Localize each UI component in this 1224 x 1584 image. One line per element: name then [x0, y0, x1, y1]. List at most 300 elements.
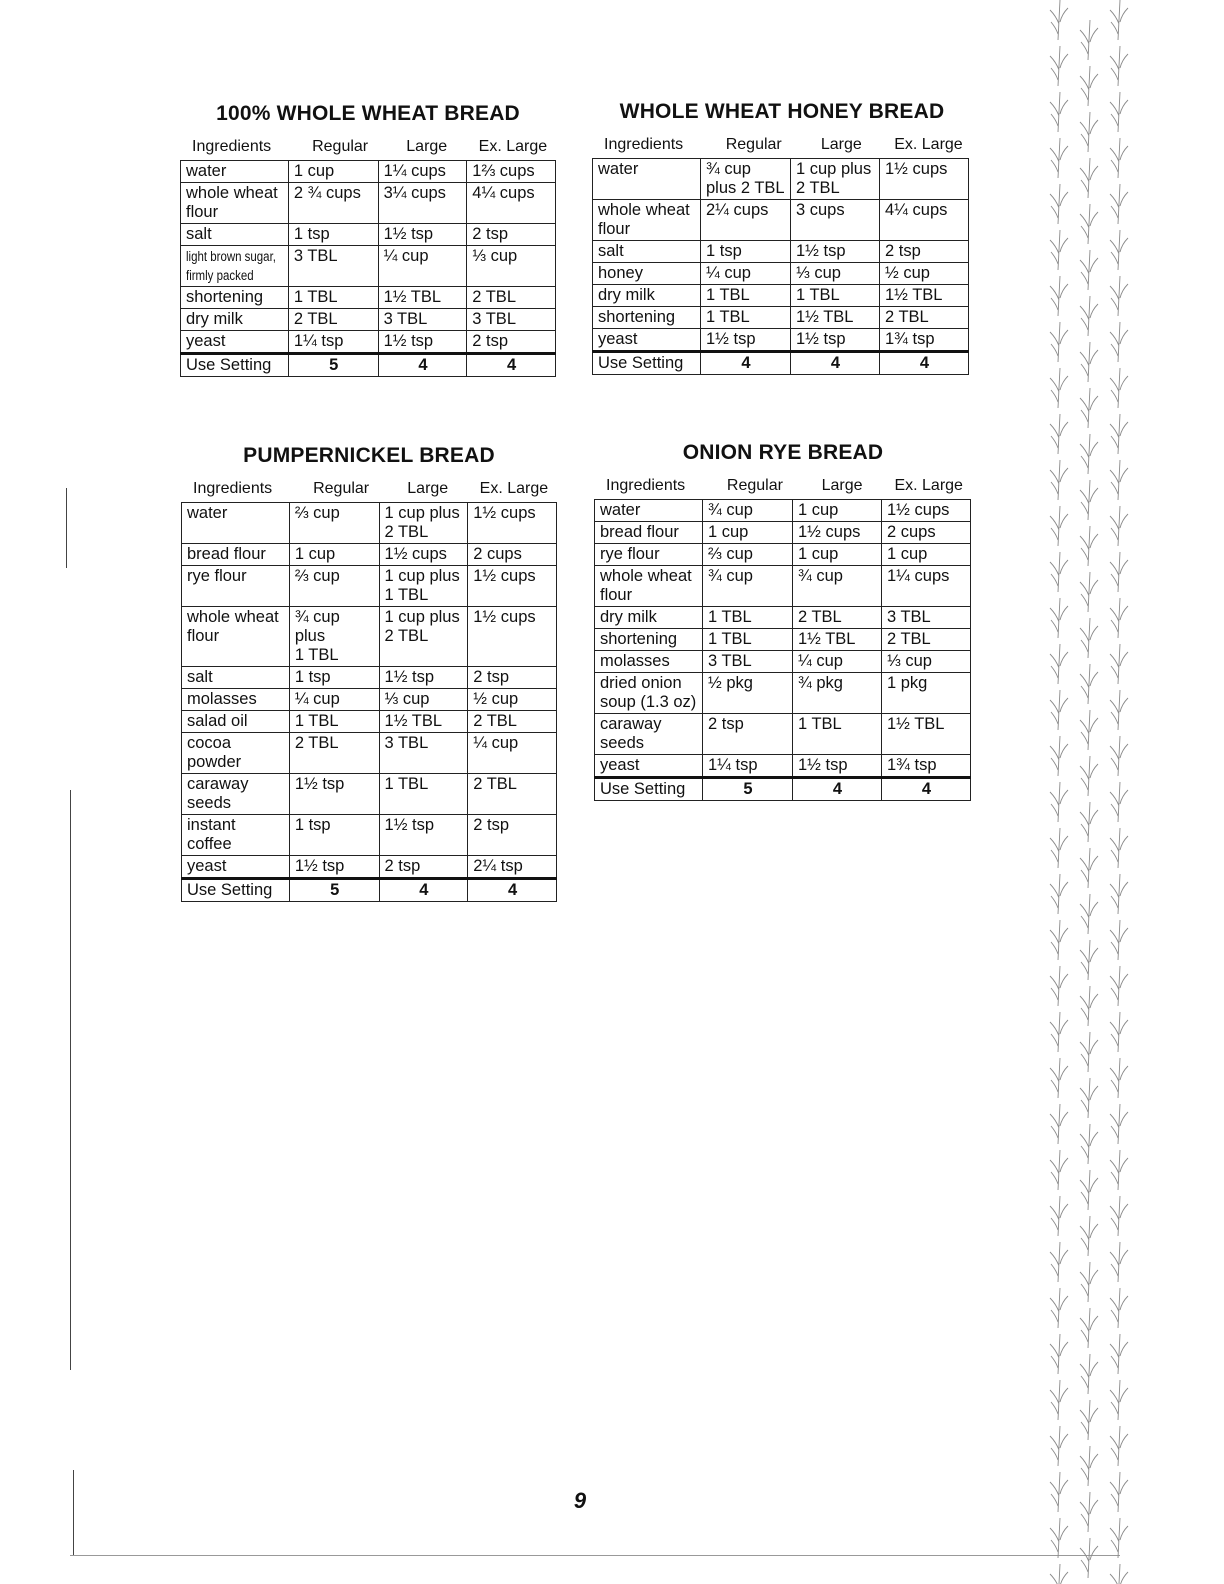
ingredients-table	[181, 502, 557, 902]
ingredient-cell: salt	[181, 224, 289, 246]
amount-cell: 1¼ cups	[882, 566, 971, 607]
table-row	[181, 331, 556, 354]
wheat-stalk-icon	[1050, 598, 1068, 638]
amount-cell: 1 cup plus 2 TBL	[379, 607, 468, 667]
wheat-stalk-icon	[1080, 1032, 1098, 1072]
wheat-stalk-icon	[1050, 414, 1068, 454]
amount-cell: ¼ cup	[701, 263, 791, 285]
wheat-stalk-icon	[1080, 480, 1098, 520]
ingredient-cell: salt	[182, 667, 290, 689]
wheat-stalk-icon	[1110, 1472, 1128, 1512]
table-row	[593, 285, 969, 307]
wheat-stalk-icon	[1050, 460, 1068, 500]
amount-cell: 4¼ cups	[467, 183, 556, 224]
wheat-stalk-icon	[1050, 1242, 1068, 1282]
amount-cell: 3 TBL	[882, 607, 971, 629]
amount-cell: 2 TBL	[468, 711, 557, 733]
table-row	[595, 651, 971, 673]
table-row	[593, 329, 969, 352]
amount-cell: ⅔ cup	[289, 566, 379, 607]
table-row	[181, 161, 556, 183]
wheat-stalk-icon	[1050, 736, 1068, 776]
ingredient-cell: yeast	[181, 331, 289, 354]
amount-cell: 3 TBL	[288, 246, 378, 287]
amount-cell: 1 TBL	[703, 607, 793, 629]
wheat-stalk-icon	[1080, 296, 1098, 336]
setting-value: 4	[701, 352, 791, 375]
wheat-stalk-icon	[1050, 920, 1068, 960]
ingredient-cell: dry milk	[181, 309, 289, 331]
setting-value: 4	[378, 354, 467, 377]
table-row	[181, 183, 556, 224]
amount-cell: 2 cups	[468, 544, 557, 566]
amount-cell: 1½ cups	[379, 544, 468, 566]
amount-cell: 1½ cups	[880, 159, 969, 200]
ingredient-cell: instant coffee	[182, 815, 290, 856]
amount-cell: 1 TBL	[701, 285, 791, 307]
wheat-stalk-icon	[1110, 598, 1128, 638]
ingredients-table	[592, 158, 969, 375]
amount-cell: 1½ cups	[882, 500, 971, 522]
wheat-stalk-icon	[1110, 92, 1128, 132]
wheat-stalk-icon	[1050, 874, 1068, 914]
amount-cell: 2 tsp	[467, 331, 556, 354]
bottom-rule	[70, 1555, 1120, 1556]
amount-cell: 2 tsp	[468, 667, 557, 689]
ingredient-label: light brown sugar, firmly packed	[186, 249, 276, 283]
amount-cell: 1½ tsp	[379, 667, 468, 689]
wheat-stalk-icon	[1050, 184, 1068, 224]
wheat-stalk-icon	[1050, 1058, 1068, 1098]
wheat-stalk-icon	[1050, 0, 1068, 40]
ingredient-cell: rye flour	[595, 544, 703, 566]
wheat-stalk-icon	[1080, 66, 1098, 106]
table-row	[595, 566, 971, 607]
wheat-stalk-icon	[1080, 250, 1098, 290]
column-header: Large	[406, 138, 448, 155]
amount-cell: 1 TBL	[379, 774, 468, 815]
wheat-stalk-icon	[1110, 1196, 1128, 1236]
wheat-stalk-icon	[1050, 782, 1068, 822]
table-row	[182, 689, 557, 711]
table-row	[595, 714, 971, 755]
ingredient-cell: rye flour	[182, 566, 290, 607]
wheat-stalk-icon	[1110, 460, 1128, 500]
ingredient-cell: whole wheat flour	[595, 566, 703, 607]
amount-cell: ¼ cup	[289, 689, 379, 711]
wheat-stalk-icon	[1080, 572, 1098, 612]
wheat-stalk-icon	[1050, 322, 1068, 362]
column-header: Ex. Large	[894, 136, 963, 153]
page-number: 9	[573, 1488, 587, 1513]
amount-cell: 1 cup plus 2 TBL	[379, 503, 468, 544]
wheat-stalk-icon	[1050, 506, 1068, 546]
table-row	[595, 755, 971, 778]
amount-cell: ¼ cup	[793, 651, 882, 673]
ingredient-cell: yeast	[595, 755, 703, 778]
setting-value: 5	[703, 778, 793, 801]
amount-cell: 1 TBL	[703, 629, 793, 651]
ingredient-cell: honey	[593, 263, 701, 285]
use-setting-row	[595, 778, 971, 801]
ingredient-cell: shortening	[181, 287, 289, 309]
recipe-whole-wheat	[180, 102, 556, 377]
amount-cell: 1 TBL	[791, 285, 880, 307]
wheat-stalk-icon	[1110, 644, 1128, 684]
wheat-stalk-icon	[1050, 1012, 1068, 1052]
amount-cell: 1½ tsp	[379, 815, 468, 856]
ingredient-cell: water	[182, 503, 290, 544]
wheat-stalk-icon	[1080, 1124, 1098, 1164]
amount-cell: 2 tsp	[703, 714, 793, 755]
recipe-title: 100% WHOLE WHEAT BREAD	[216, 102, 520, 125]
amount-cell: 2 tsp	[379, 856, 468, 879]
wheat-stalk-icon	[1110, 414, 1128, 454]
amount-cell: 1½ tsp	[791, 241, 880, 263]
setting-label: Use Setting	[181, 354, 289, 377]
amount-cell: ½ cup	[880, 263, 969, 285]
table-row	[182, 711, 557, 733]
wheat-stalk-icon	[1080, 1170, 1098, 1210]
wheat-stalk-icon	[1110, 690, 1128, 730]
wheat-stalk-icon	[1050, 1196, 1068, 1236]
ingredient-cell: shortening	[593, 307, 701, 329]
wheat-stalk-icon	[1080, 20, 1098, 60]
table-row	[595, 544, 971, 566]
wheat-stalk-icon	[1080, 848, 1098, 888]
amount-cell: ⅓ cup	[467, 246, 556, 287]
amount-cell: ½ pkg	[703, 673, 793, 714]
column-header: Ingredients	[604, 136, 684, 153]
table-row	[595, 673, 971, 714]
amount-cell: 1½ TBL	[880, 285, 969, 307]
amount-cell: 2 TBL	[289, 733, 379, 774]
amount-cell: 1½ TBL	[793, 629, 882, 651]
amount-cell: 1 cup	[882, 544, 971, 566]
wheat-stalk-icon	[1110, 322, 1128, 362]
table-row	[182, 815, 557, 856]
wheat-stalk-icon	[1110, 1242, 1128, 1282]
amount-cell: 1 TBL	[289, 711, 379, 733]
wheat-stalk-icon	[1050, 1150, 1068, 1190]
amount-cell: 1½ tsp	[793, 755, 882, 778]
wheat-stalk-icon	[1080, 388, 1098, 428]
column-headers	[592, 136, 972, 154]
ingredient-cell: yeast	[182, 856, 290, 879]
wheat-stalk-icon	[1110, 138, 1128, 178]
use-setting-row	[593, 352, 969, 375]
use-setting-row	[182, 879, 557, 902]
setting-value: 4	[791, 352, 880, 375]
recipe-title: WHOLE WHEAT HONEY BREAD	[619, 100, 945, 123]
amount-cell: 2¼ cups	[701, 200, 791, 241]
ingredient-cell: water	[593, 159, 701, 200]
amount-cell: 1 TBL	[701, 307, 791, 329]
wheat-stalk-icon	[1050, 1104, 1068, 1144]
amount-cell: 2¼ tsp	[468, 856, 557, 879]
wheat-stalk-icon	[1110, 230, 1128, 270]
table-row	[181, 224, 556, 246]
amount-cell: 1½ tsp	[378, 331, 467, 354]
amount-cell: 2 TBL	[793, 607, 882, 629]
wheat-stalk-icon	[1080, 1308, 1098, 1348]
wheat-stalk-icon	[1080, 1538, 1098, 1578]
amount-cell: ¾ cup plus 2 TBL	[701, 159, 791, 200]
amount-cell: 1 tsp	[289, 667, 379, 689]
amount-cell: 1½ cups	[468, 503, 557, 544]
setting-value: 4	[880, 352, 969, 375]
wheat-stalk-icon	[1050, 138, 1068, 178]
wheat-stalk-icon	[1110, 1334, 1128, 1374]
setting-label: Use Setting	[595, 778, 703, 801]
amount-cell: 2 TBL	[882, 629, 971, 651]
amount-cell: ⅔ cup	[703, 544, 793, 566]
wheat-stalk-icon	[1050, 1518, 1068, 1558]
wheat-stalk-icon	[1050, 1564, 1068, 1584]
amount-cell: 2 TBL	[880, 307, 969, 329]
wheat-stalk-icon	[1080, 664, 1098, 704]
amount-cell: ⅓ cup	[791, 263, 880, 285]
amount-cell: 3 TBL	[378, 309, 467, 331]
wheat-stalk-icon	[1080, 1216, 1098, 1256]
amount-cell: 2 tsp	[880, 241, 969, 263]
column-headers	[181, 480, 557, 498]
recipe-title: PUMPERNICKEL BREAD	[243, 444, 495, 467]
setting-value: 4	[468, 879, 557, 902]
table-row	[181, 246, 556, 287]
ingredient-cell: caraway seeds	[595, 714, 703, 755]
amount-cell: ¼ cup	[468, 733, 557, 774]
amount-cell: 1½ cups	[468, 566, 557, 607]
table-row	[182, 544, 557, 566]
wheat-stalk-icon	[1080, 894, 1098, 934]
wheat-stalk-icon	[1080, 710, 1098, 750]
amount-cell: 3 TBL	[703, 651, 793, 673]
wheat-stalk-icon	[1110, 1150, 1128, 1190]
amount-cell: 1⅔ cups	[467, 161, 556, 183]
wheat-stalk-icon	[1110, 1104, 1128, 1144]
amount-cell: 1 TBL	[793, 714, 882, 755]
table-row	[182, 667, 557, 689]
wheat-stalk-icon	[1110, 184, 1128, 224]
table-row	[593, 241, 969, 263]
setting-value: 4	[467, 354, 556, 377]
ingredient-cell: salt	[593, 241, 701, 263]
amount-cell: 2 TBL	[467, 287, 556, 309]
amount-cell: 1½ cups	[468, 607, 557, 667]
amount-cell: 3 cups	[791, 200, 880, 241]
column-headers	[594, 477, 972, 495]
ingredient-cell: dried onion soup (1.3 oz)	[595, 673, 703, 714]
recipe-title: ONION RYE BREAD	[682, 441, 884, 464]
column-header: Large	[820, 136, 862, 153]
amount-cell: 1 tsp	[289, 815, 379, 856]
table-row	[595, 607, 971, 629]
wheat-stalk-icon	[1050, 644, 1068, 684]
amount-cell: ½ cup	[468, 689, 557, 711]
column-header: Regular	[726, 477, 783, 494]
ingredient-cell: caraway seeds	[182, 774, 290, 815]
amount-cell: 1 TBL	[288, 287, 378, 309]
wheat-stalk-icon	[1110, 1426, 1128, 1466]
wheat-stalk-icon	[1080, 1492, 1098, 1532]
column-header: Regular	[312, 138, 369, 155]
setting-label: Use Setting	[593, 352, 701, 375]
ingredient-cell: cocoa powder	[182, 733, 290, 774]
column-header: Large	[407, 480, 449, 497]
amount-cell: 3 TBL	[379, 733, 468, 774]
amount-cell: 2 TBL	[288, 309, 378, 331]
wheat-stalk-icon	[1110, 1288, 1128, 1328]
wheat-stalk-icon	[1110, 1380, 1128, 1420]
amount-cell: ¾ cup	[793, 566, 882, 607]
column-header: Regular	[725, 136, 782, 153]
setting-value: 4	[882, 778, 971, 801]
column-header: Large	[821, 477, 863, 494]
amount-cell: 1½ TBL	[882, 714, 971, 755]
ingredient-cell: molasses	[595, 651, 703, 673]
column-headers	[180, 138, 556, 156]
wheat-stalk-icon	[1050, 552, 1068, 592]
wheat-stalk-icon	[1080, 940, 1098, 980]
wheat-stalk-icon	[1110, 1058, 1128, 1098]
amount-cell: 1¼ tsp	[288, 331, 378, 354]
column-header: Ex. Large	[478, 138, 548, 155]
wheat-stalk-icon	[1050, 828, 1068, 868]
ingredient-cell: shortening	[595, 629, 703, 651]
amount-cell: 2 cups	[882, 522, 971, 544]
amount-cell: 1½ TBL	[378, 287, 467, 309]
wheat-stalk-icon	[1050, 1380, 1068, 1420]
wheat-stalk-icon	[1080, 1354, 1098, 1394]
amount-cell: 1¼ tsp	[703, 755, 793, 778]
amount-cell: 3 TBL	[467, 309, 556, 331]
wheat-stalk-icon	[1110, 828, 1128, 868]
recipe-onion-rye	[594, 441, 972, 801]
wheat-stalk-icon	[1110, 0, 1128, 40]
wheat-stalk-icon	[1110, 552, 1128, 592]
amount-cell: 1½ tsp	[378, 224, 467, 246]
wheat-stalk-icon	[1110, 874, 1128, 914]
ingredient-cell	[181, 246, 289, 287]
wheat-stalk-icon	[1080, 204, 1098, 244]
wheat-stalk-icon	[1080, 1400, 1098, 1440]
wheat-stalk-icon	[1050, 1472, 1068, 1512]
margin-rule	[70, 790, 71, 1370]
table-row	[593, 307, 969, 329]
wheat-stalk-icon	[1080, 802, 1098, 842]
ingredient-cell: whole wheat flour	[593, 200, 701, 241]
wheat-stalk-icon	[1050, 230, 1068, 270]
table-row	[595, 629, 971, 651]
column-header: Ex. Large	[479, 480, 549, 497]
amount-cell: 1¾ tsp	[880, 329, 969, 352]
amount-cell: ¾ cup	[703, 566, 793, 607]
setting-value: 4	[793, 778, 882, 801]
ingredient-cell: bread flour	[595, 522, 703, 544]
margin-rule	[66, 488, 67, 568]
column-header: Ex. Large	[894, 477, 963, 494]
wheat-stalk-icon	[1080, 112, 1098, 152]
wheat-stalk-icon	[1050, 690, 1068, 730]
amount-cell: 1½ tsp	[289, 856, 379, 879]
table-row	[182, 774, 557, 815]
recipe-whole-wheat-honey	[592, 100, 972, 375]
margin-rule	[73, 1470, 74, 1555]
table-row	[182, 856, 557, 879]
amount-cell: 1½ TBL	[791, 307, 880, 329]
wheat-stalk-icon	[1050, 1288, 1068, 1328]
wheat-stalk-icon	[1050, 276, 1068, 316]
wheat-stalk-icon	[1080, 618, 1098, 658]
column-header: Regular	[313, 480, 370, 497]
use-setting-row	[181, 354, 556, 377]
wheat-stalk-icon	[1050, 1426, 1068, 1466]
wheat-stalk-icon	[1110, 736, 1128, 776]
column-header: Ingredients	[606, 477, 686, 494]
wheat-stalk-icon	[1050, 368, 1068, 408]
amount-cell: 1 cup plus 1 TBL	[379, 566, 468, 607]
amount-cell: 1½ cups	[793, 522, 882, 544]
wheat-stalk-icon	[1110, 276, 1128, 316]
amount-cell: 1¼ cups	[378, 161, 467, 183]
amount-cell: ¾ pkg	[793, 673, 882, 714]
wheat-pattern-icon	[1040, 0, 1140, 1584]
amount-cell: 1¾ tsp	[882, 755, 971, 778]
amount-cell: ¾ cup plus 1 TBL	[289, 607, 379, 667]
table-row	[182, 503, 557, 544]
ingredient-cell: water	[181, 161, 289, 183]
wheat-stalk-icon	[1080, 1078, 1098, 1118]
column-header: Ingredients	[193, 480, 273, 497]
wheat-stalk-icon	[1080, 158, 1098, 198]
ingredient-cell: water	[595, 500, 703, 522]
amount-cell: 1 cup plus 2 TBL	[791, 159, 880, 200]
amount-cell: ¾ cup	[703, 500, 793, 522]
table-row	[182, 566, 557, 607]
amount-cell: 1½ TBL	[379, 711, 468, 733]
wheat-stalk-icon	[1110, 966, 1128, 1006]
amount-cell: 2 tsp	[467, 224, 556, 246]
wheat-stalk-icon	[1080, 1446, 1098, 1486]
ingredients-table	[180, 160, 556, 377]
setting-value: 5	[288, 354, 378, 377]
setting-label: Use Setting	[182, 879, 290, 902]
amount-cell: 1½ tsp	[289, 774, 379, 815]
wheat-stalk-icon	[1110, 920, 1128, 960]
table-row	[595, 500, 971, 522]
setting-value: 4	[379, 879, 468, 902]
wheat-stalk-icon	[1080, 434, 1098, 474]
ingredient-cell: yeast	[593, 329, 701, 352]
ingredient-cell: whole wheat flour	[182, 607, 290, 667]
amount-cell: 1½ tsp	[701, 329, 791, 352]
amount-cell: 1 cup	[289, 544, 379, 566]
ingredient-cell: bread flour	[182, 544, 290, 566]
ingredient-cell: dry milk	[595, 607, 703, 629]
table-row	[593, 159, 969, 200]
amount-cell: 1 cup	[793, 544, 882, 566]
amount-cell: 1 tsp	[701, 241, 791, 263]
wheat-stalk-icon	[1110, 1518, 1128, 1558]
wheat-stalk-icon	[1050, 92, 1068, 132]
wheat-stalk-icon	[1110, 368, 1128, 408]
amount-cell: 4¼ cups	[880, 200, 969, 241]
wheat-stalk-icon	[1080, 1262, 1098, 1302]
wheat-stalk-icon	[1110, 782, 1128, 822]
table-row	[593, 200, 969, 241]
table-row	[595, 522, 971, 544]
